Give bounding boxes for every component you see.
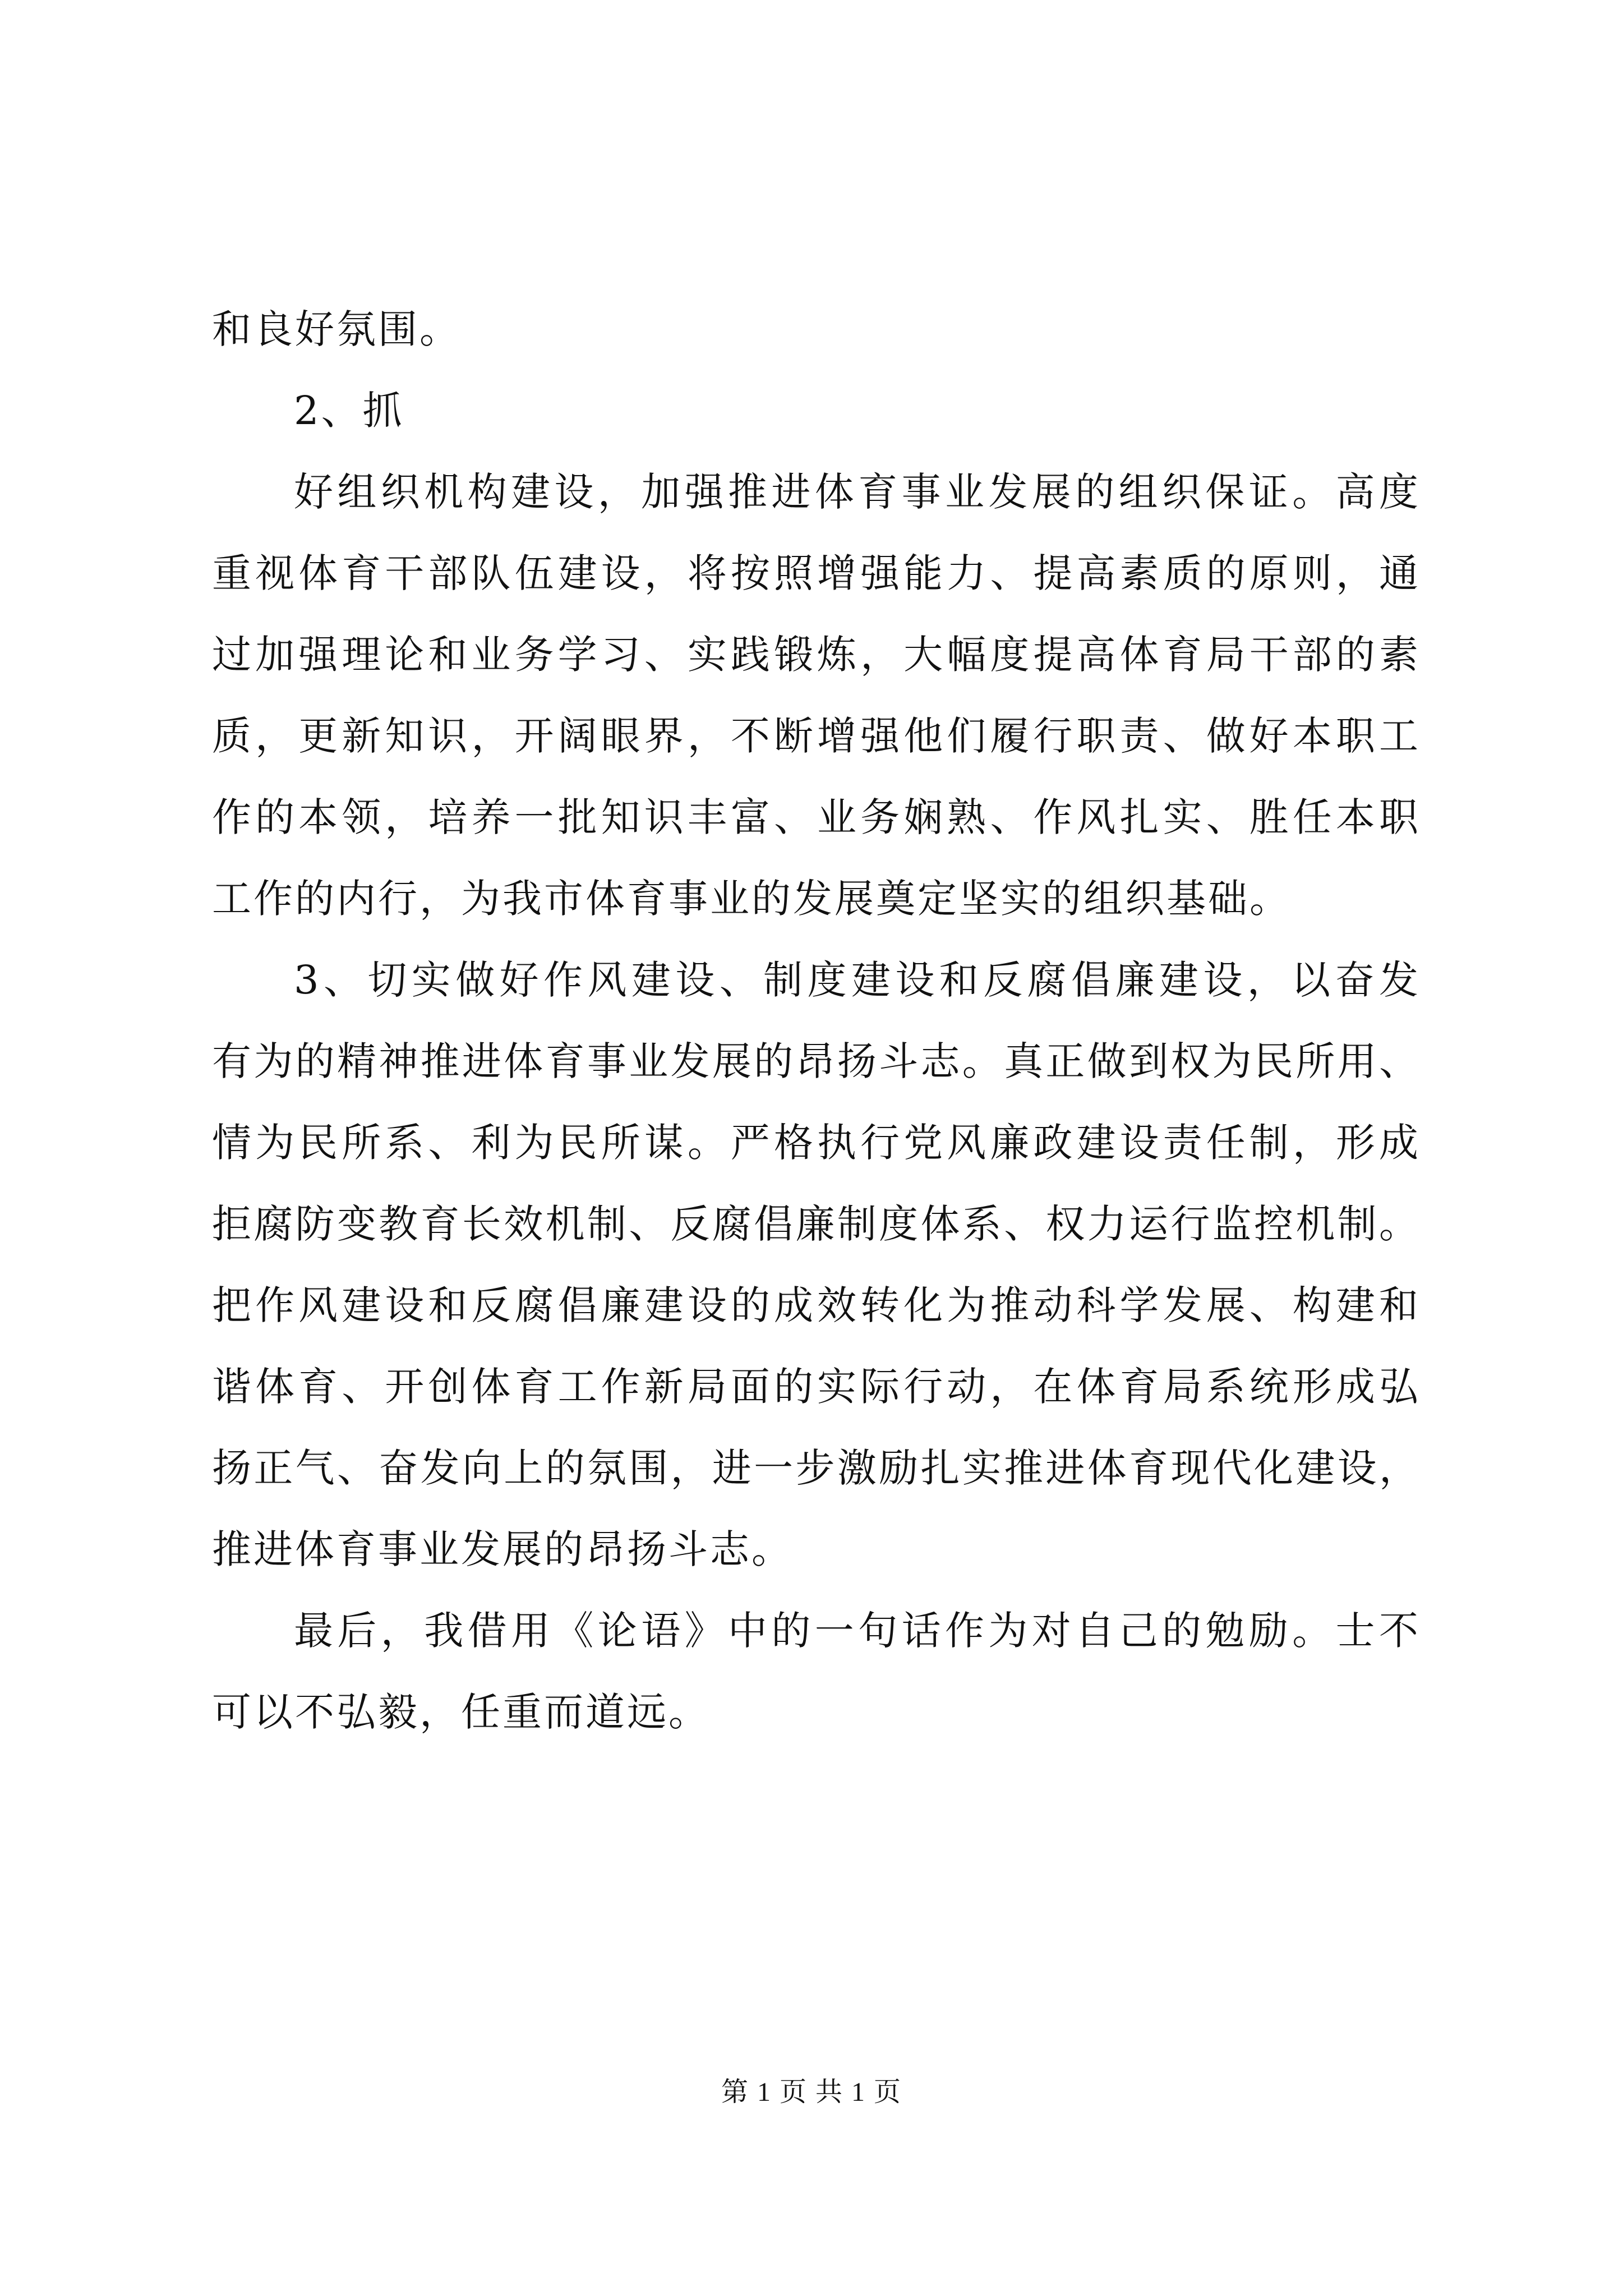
text-line: 最后，我借用《论语》中的一句话作为对自己的勉励。士不 (294, 1608, 1421, 1654)
text-line: 好组织机构建设，加强推进体育事业发展的组织保证。高度 (294, 469, 1421, 515)
text-line: 拒腐防变教育长效机制、反腐倡廉制度体系、权力运行监控机制。 (212, 1201, 1421, 1247)
page-footer: 第 1 页 共 1 页 (721, 2077, 902, 2107)
text-line: 重视体育干部队伍建设，将按照增强能力、提高素质的原则，通 (212, 550, 1421, 596)
text-line: 推进体育事业发展的昂扬斗志。 (212, 1526, 793, 1572)
text-line: 扬正气、奋发向上的氛围，进一步激励扎实推进体育现代化建设， (212, 1445, 1421, 1491)
text-line: 3、切实做好作风建设、制度建设和反腐倡廉建设，以奋发 (294, 957, 1421, 1003)
text-line: 把作风建设和反腐倡廉建设的成效转化为推动科学发展、构建和 (212, 1282, 1421, 1328)
text-line: 2、抓 (294, 388, 404, 434)
text-line: 作的本领，培养一批知识丰富、业务娴熟、作风扎实、胜任本职 (212, 794, 1421, 840)
text-line: 质，更新知识，开阔眼界，不断增强他们履行职责、做好本职工 (212, 713, 1421, 759)
text-line: 工作的内行，为我市体育事业的发展奠定坚实的组织基础。 (212, 876, 1291, 922)
body-text (212, 289, 1421, 1753)
text-line: 过加强理论和业务学习、实践锻炼，大幅度提高体育局干部的素 (212, 632, 1421, 678)
text-line: 和良好氛围。 (212, 306, 461, 352)
text-line: 谐体育、开创体育工作新局面的实际行动，在体育局系统形成弘 (212, 1364, 1421, 1410)
text-line: 情为民所系、利为民所谋。严格执行党风廉政建设责任制，形成 (212, 1120, 1421, 1166)
text-line: 可以不弘毅，任重而道远。 (212, 1689, 710, 1735)
text-line: 有为的精神推进体育事业发展的昂扬斗志。真正做到权为民所用、 (212, 1038, 1421, 1084)
